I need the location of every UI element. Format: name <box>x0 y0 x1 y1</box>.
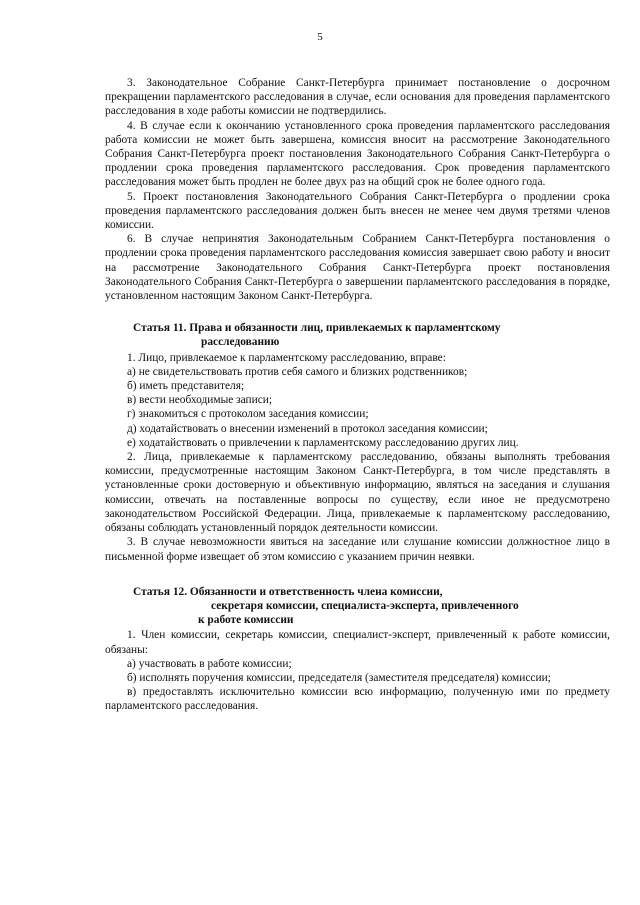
article-11-item-e: д) ходатайствовать о внесении изменений в протокол заседания комиссии; <box>127 422 488 435</box>
article-12-heading <box>105 585 610 628</box>
article-11-item-a: а) не свидетельствовать против себя самого и близких родственников; <box>127 365 468 378</box>
article-12-item-b: б) исполнять поручения комиссии, председателя (заместителя председателя) комиссии; <box>127 671 551 684</box>
article-12-paragraph-1: 1. Член комиссии, секретарь комиссии, специалист-эксперт, привлеченный к работе комиссии, обязаны: <box>105 629 610 656</box>
page-number: 5 <box>317 31 323 43</box>
article-12-item-c: в) предоставлять исключительно комиссии всю информацию, полученную ими по предмету парламентского расследования. <box>105 686 610 713</box>
article-11-item-b: б) иметь представителя; <box>127 380 245 393</box>
article-11-paragraph-3: 3. В случае невозможности явиться на заседание или слушание комиссии должностное лицо в письменной форме извещает об этом комиссию с указанием причин неявки. <box>105 536 610 563</box>
document-body <box>105 76 610 714</box>
article-11-heading <box>105 321 610 349</box>
article-12-item-a: а) участвовать в работе комиссии; <box>127 657 292 670</box>
article-11-paragraph-2: 2. Лица, привлекаемые к парламентскому расследованию, обязаны выполнять требования комиссии, предусмотренные настоящим Законом Санкт-Петербурга, в том числе представлять в установленные сроки достоверную и объективную информацию, являться на заседания и слушания комиссии, отвечать на поставленные вопросы по существу, если иное не предусмотрено законодательством Российской Федерации. Лица, привлекаемые к парламентскому расследованию, обязаны соблюдать установленный порядок деятельности комиссии. <box>105 451 610 535</box>
article-11-item-c: в) вести необходимые записи; <box>127 394 273 407</box>
paragraph-3: 3. Законодательное Собрание Санкт-Петербурга принимает постановление о досрочном прекращении парламентского расследования в случае, если основания для проведения парламентского расследования в ходе работы комиссии не подтвердились. <box>105 77 610 118</box>
article-11-item-f: е) ходатайствовать о привлечении к парламентскому расследованию других лиц. <box>127 436 519 449</box>
article-11-title-line2: расследованию <box>201 336 280 349</box>
article-12-title-line2: секретаря комиссии, специалиста-эксперта, привлеченного <box>211 599 519 612</box>
article-11-title-line1: Статья 11. Права и обязанности лиц, привлекаемых к парламентскому <box>133 322 501 335</box>
paragraph-4: 4. В случае если к окончанию установленного срока проведения парламентского расследования работа комиссии не может быть завершена, комиссия вносит на рассмотрение Законодательного Собрания Санкт-Петербурга проект постановления Законодательного Собрания Санкт-Петербурга о продлении срока проведения парламентского расследования. Срок проведения парламентского расследования может быть продлен не более двух раз на общий срок не более одного года. <box>105 119 610 189</box>
article-12-title-line1: Статья 12. Обязанности и ответственность члена комиссии, <box>133 585 443 598</box>
article-11-item-d: г) знакомиться с протоколом заседания комиссии; <box>127 408 369 421</box>
paragraph-5: 5. Проект постановления Законодательного Собрания Санкт-Петербурга о продлении срока проведения парламентского расследования должен быть внесен не менее чем двумя третями членов комиссии. <box>105 190 610 232</box>
article-11-paragraph-1: 1. Лицо, привлекаемое к парламентскому расследованию, вправе: <box>127 351 446 364</box>
paragraph-6: 6. В случае непринятия Законодательным Собранием Санкт-Петербурга постановления о продлении срока проведения парламентского расследования комиссия завершает свою работу и вносит на рассмотрение Законодательного Собрания Санкт-Петербурга проект постановления Законодательного Собрания Санкт-Петербурга о завершении парламентского расследования в порядке, установленном настоящим Законом Санкт-Петербурга. <box>105 233 610 303</box>
article-12-title-line3: к работе комиссии <box>198 614 294 627</box>
